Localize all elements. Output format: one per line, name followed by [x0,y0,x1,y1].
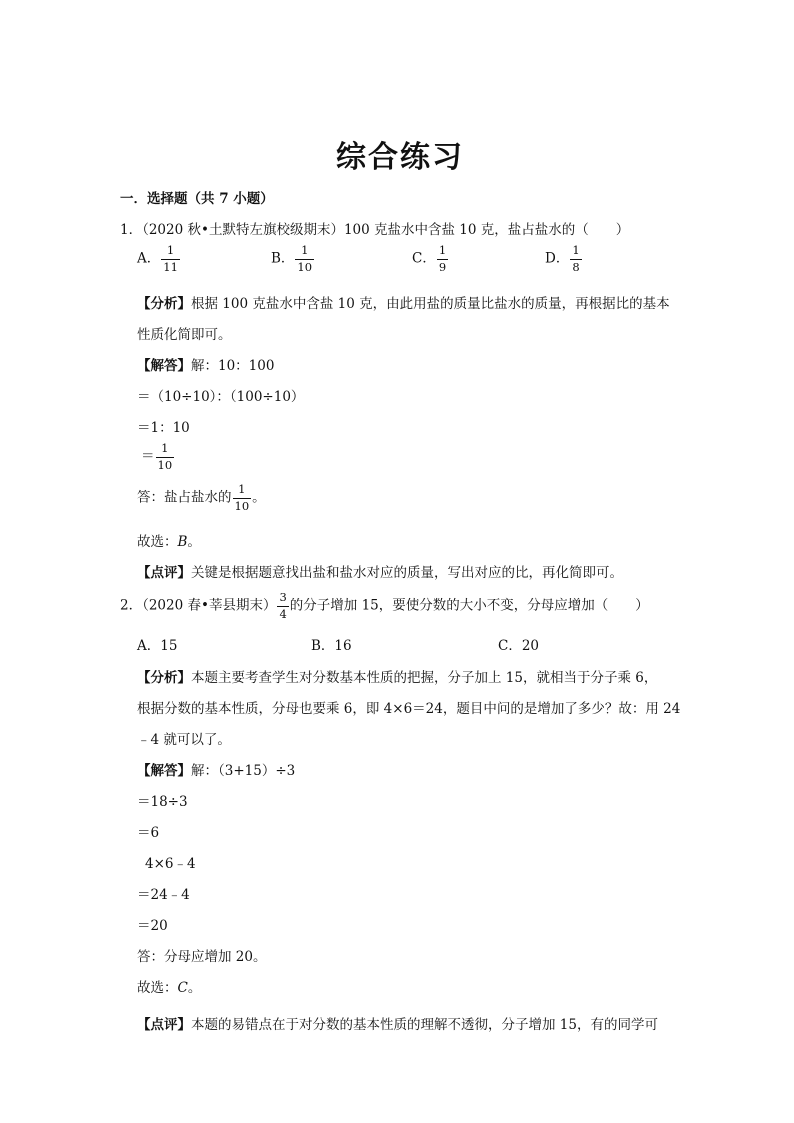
q2-final-answer: 答：分母应增加 20。 [137,949,267,965]
q2-solution-line6: ＝20 [137,918,168,934]
q2-analysis-line2: 根据分数的基本性质，分母也要乘 6，即 4×6＝24，题目中问的是增加了多少？故：用 24 [137,701,681,717]
q2-option-b: B．16 [311,638,352,654]
q1-solution-line1: 【解答】解：10：100 [137,358,275,374]
q2-solution-line3: ＝6 [137,825,160,841]
q1-option-d: D． $\frac{1}{8}$ [545,243,580,274]
q1-comment: 【点评】关键是根据题意找出盐和盐水对应的质量，写出对应的比，再化简即可。 [137,565,623,581]
q1-option-a: A． $\frac{1}{11}$ [137,243,178,274]
q1-solution-line2: ＝（10÷10）：（100÷10） [137,389,305,405]
page-title: 综合练习 [336,140,464,175]
q2-option-c: C．20 [498,638,540,654]
q1-solution-line3: ＝1：10 [137,420,190,436]
q2-analysis-line1: 【分析】本题主要考查学生对分数基本性质的把握，分子加上 15，就相当于分子乘 6， [137,670,658,686]
q1-option-b: B． $\frac{1}{10}$ [271,243,313,274]
q2-solution-line2: ＝18÷3 [137,794,188,810]
q2-solution-line4: 4×6﹣4 [145,856,196,872]
section-heading: 一．选择题（共 7 小题） [120,191,274,207]
q1-analysis-line1: 【分析】根据 100 克盐水中含盐 10 克，由此用盐的质量比盐水的质量，再根据比的基本 [137,296,670,312]
q1-solution-line4: ＝ $\frac{1}{10}$ [141,441,173,472]
q2-stem: 2．（2020 春•莘县期末） $\frac{3}{4}$ 的分子增加 15，要使分数的大小不变，分母应增加（ ） [120,590,649,621]
q2-comment: 【点评】本题的易错点在于对分数的基本性质的理解不透彻，分子增加 15，有的同学可 [137,1017,658,1033]
q2-analysis-line3: ﹣4 就可以了。 [137,732,231,748]
q2-option-a: A．15 [137,638,178,654]
q1-final-answer: 答：盐占盐水的 $\frac{1}{10}$ 。 [137,482,266,513]
q1-option-c: C． $\frac{1}{9}$ [412,243,447,274]
q2-solution-line5: ＝24﹣4 [137,887,190,903]
q1-stem: 1．（2020 秋•土默特左旗校级期末）100 克盐水中含盐 10 克，盐占盐水的（ ） [120,222,630,238]
q1-analysis-line2: 性质化简即可。 [137,327,232,343]
q2-choice: 故选：C。 [137,980,202,996]
q1-choice: 故选：B。 [137,534,201,550]
q2-solution-line1: 【解答】解：（3+15）÷3 [137,763,296,779]
